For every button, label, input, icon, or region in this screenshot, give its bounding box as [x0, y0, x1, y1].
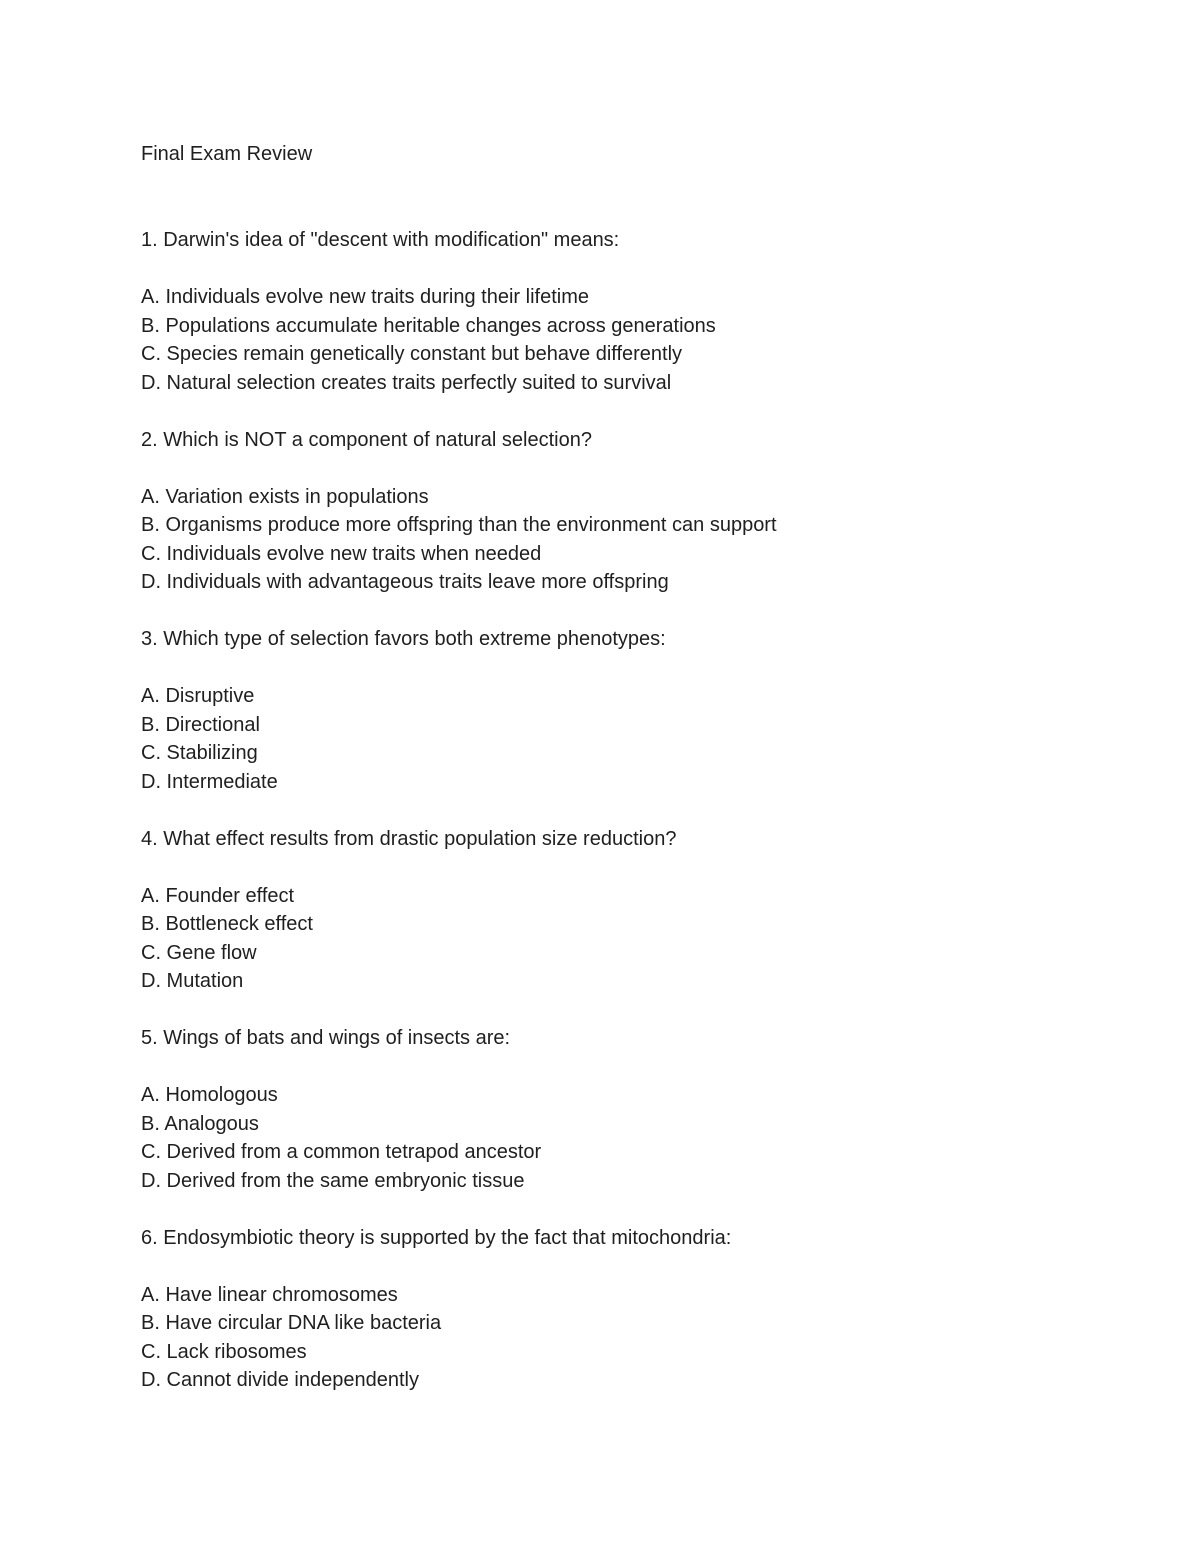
document-title: Final Exam Review [141, 143, 313, 165]
question-text: 3. Which type of selection favors both extreme phenotypes: [141, 628, 666, 650]
option-a: A. Individuals evolve new traits during their lifetime [141, 286, 589, 308]
option-list [141, 283, 1101, 397]
option-b: B. Analogous [141, 1112, 259, 1135]
option-c: C. Species remain genetically constant but behave differently [141, 343, 683, 365]
option-d: D. Individuals with advantageous traits leave more offspring [141, 571, 669, 593]
option-c: C. Stabilizing [141, 742, 258, 764]
question-text: 4. What effect results from drastic population size reduction? [141, 827, 677, 850]
question-text: 6. Endosymbiotic theory is supported by the fact that mitochondria: [141, 1226, 732, 1249]
option-d: D. Intermediate [141, 770, 278, 793]
option-d: D. Derived from the same embryonic tissue [141, 1169, 525, 1192]
document-page [141, 140, 1101, 1423]
question-1 [141, 226, 1101, 397]
question-text: 1. Darwin's idea of "descent with modification" means: [141, 229, 620, 251]
option-d: D. Natural selection creates traits perfectly suited to survival [141, 371, 672, 394]
option-a: A. Have linear chromosomes [141, 1283, 398, 1306]
option-d: D. Cannot divide independently [141, 1369, 419, 1391]
option-a: A. Homologous [141, 1084, 278, 1106]
option-b: B. Bottleneck effect [141, 913, 313, 935]
option-c: C. Individuals evolve new traits when needed [141, 542, 542, 565]
option-d: D. Mutation [141, 970, 244, 992]
question-text: 5. Wings of bats and wings of insects are: [141, 1027, 511, 1049]
option-list [141, 1281, 1101, 1395]
option-b: B. Organisms produce more offspring than the environment can support [141, 514, 777, 536]
option-a: A. Disruptive [141, 685, 255, 707]
option-b: B. Directional [141, 713, 260, 736]
question-2 [141, 426, 1101, 597]
option-c: C. Lack ribosomes [141, 1340, 307, 1363]
question-6 [141, 1224, 1101, 1395]
option-c: C. Derived from a common tetrapod ancestor [141, 1141, 542, 1163]
question-text: 2. Which is NOT a component of natural selection? [141, 428, 592, 451]
option-list [141, 882, 1101, 996]
question-3 [141, 625, 1101, 796]
option-a: A. Variation exists in populations [141, 485, 429, 508]
option-a: A. Founder effect [141, 884, 295, 907]
option-b: B. Populations accumulate heritable changes across generations [141, 314, 716, 337]
option-list [141, 682, 1101, 796]
option-list [141, 483, 1101, 597]
question-4 [141, 825, 1101, 996]
option-list [141, 1081, 1101, 1195]
option-b: B. Have circular DNA like bacteria [141, 1312, 442, 1334]
question-5 [141, 1024, 1101, 1195]
option-c: C. Gene flow [141, 941, 257, 964]
